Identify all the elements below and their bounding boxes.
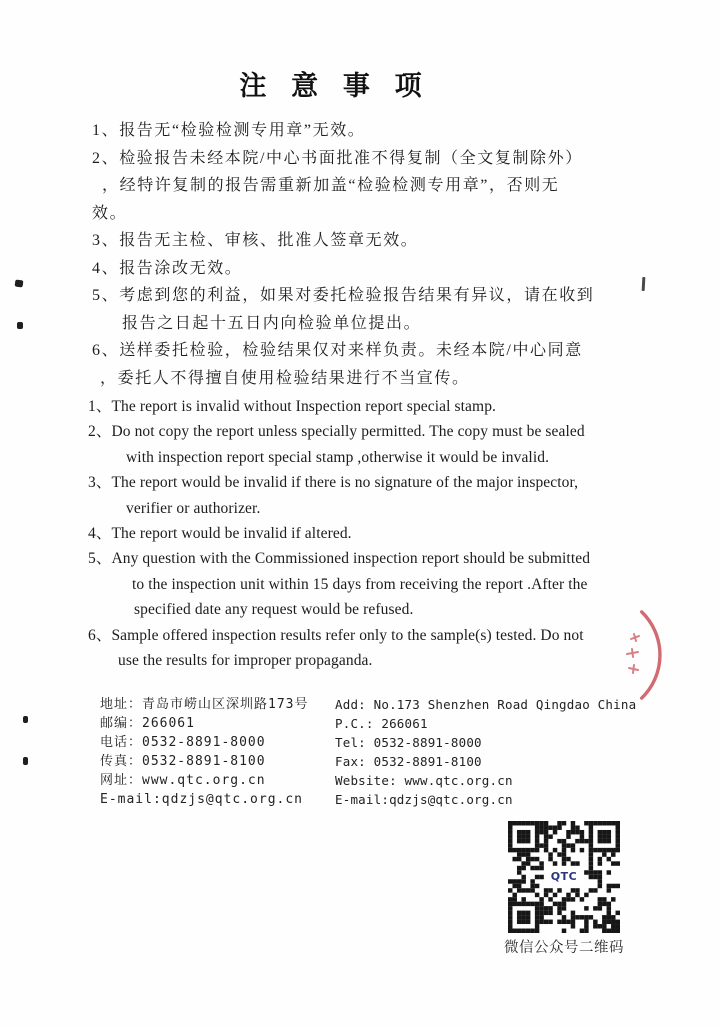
contact-info-chinese — [100, 695, 350, 809]
en-note-line: 5、Any question with the Commissioned inspection report should be submitted — [88, 550, 591, 568]
qtc-logo: QTC — [545, 868, 583, 885]
contact-phone-en: Tel: 0532-8891-8000 — [335, 735, 482, 750]
cn-note-line: ，经特许复制的报告需重新加盖“检验检测专用章”，否则无 — [102, 177, 560, 194]
scan-artifact-dot — [23, 757, 28, 765]
contact-email-en: E-mail:qdzjs@qtc.org.cn — [335, 792, 513, 807]
en-note-line: 3、The report would be invalid if there is no signature of the major inspector, — [88, 474, 579, 492]
en-note-line: 4、The report would be invalid if altered. — [88, 524, 352, 542]
cn-note-line: 5、考虑到您的利益，如果对委托检验报告结果有异议，请在收到 — [92, 287, 595, 304]
cn-note-line: 4、报告涂改无效。 — [92, 259, 243, 277]
scan-artifact-dot — [17, 322, 23, 329]
cn-note-line: 3、报告无主检、审核、批准人签章无效。 — [92, 232, 419, 249]
contact-fax-en: Fax: 0532-8891-8100 — [335, 754, 482, 769]
en-note-line: use the results for improper propaganda. — [118, 651, 373, 669]
cn-note-line: 效。 — [92, 204, 128, 222]
en-note-line: 1、The report is invalid without Inspection report special stamp. — [88, 398, 497, 415]
contact-website-en: Website: www.qtc.org.cn — [335, 773, 513, 788]
cn-note-line: ，委托人不得擅自使用检验结果进行不当宣传。 — [100, 369, 470, 387]
contact-phone-cn: 电话：0532-8891-8000 — [100, 735, 266, 750]
en-note-line: 2、Do not copy the report unless specially permitted. The copy must be sealed — [88, 423, 585, 441]
en-note-line: specified date any request would be refused. — [134, 601, 414, 619]
cn-note-line: 6、送样委托检验，检验结果仅对来样负责。未经本院/中心同意 — [92, 342, 583, 359]
scan-artifact-scratch — [642, 277, 646, 291]
cn-note-line: 1、报告无“检验检测专用章”无效。 — [92, 122, 366, 139]
contact-fax-cn: 传真：0532-8891-8100 — [100, 754, 266, 769]
contact-info-english — [335, 695, 645, 809]
page-title: 注 意 事 项 — [239, 71, 431, 101]
english-notes-list — [88, 394, 633, 673]
scan-artifact-dot — [15, 279, 24, 287]
contact-address-cn: 地址：青岛市崂山区深圳路173号 — [100, 697, 309, 712]
en-note-line: 6、Sample offered inspection results refer only to the sample(s) tested. Do not — [88, 626, 584, 644]
contact-address-en: Add: No.173 Shenzhen Road Qingdao China — [335, 697, 637, 712]
en-note-line: to the inspection unit within 15 days from receiving the report .After the — [132, 575, 588, 593]
contact-postcode-en: P.C.: 266061 — [335, 716, 428, 731]
cn-note-line: 报告之日起十五日内向检验单位提出。 — [122, 314, 422, 332]
en-note-line: with inspection report special stamp ,otherwise it would be invalid. — [126, 448, 550, 466]
contact-email-cn: E-mail:qdzjs@qtc.org.cn — [100, 792, 304, 807]
scan-artifact-dot — [23, 716, 28, 723]
contact-postcode-cn: 邮编：266061 — [100, 716, 195, 731]
contact-website-cn: 网址：www.qtc.org.cn — [100, 773, 266, 788]
en-note-line: verifier or authorizer. — [126, 499, 261, 517]
cn-note-line: 2、检验报告未经本院/中心书面批准不得复制（全文复制除外） — [92, 149, 583, 167]
wechat-qr-code — [508, 821, 620, 933]
qr-caption: 微信公众号二维码 — [504, 940, 624, 956]
chinese-notes-list — [92, 117, 622, 392]
